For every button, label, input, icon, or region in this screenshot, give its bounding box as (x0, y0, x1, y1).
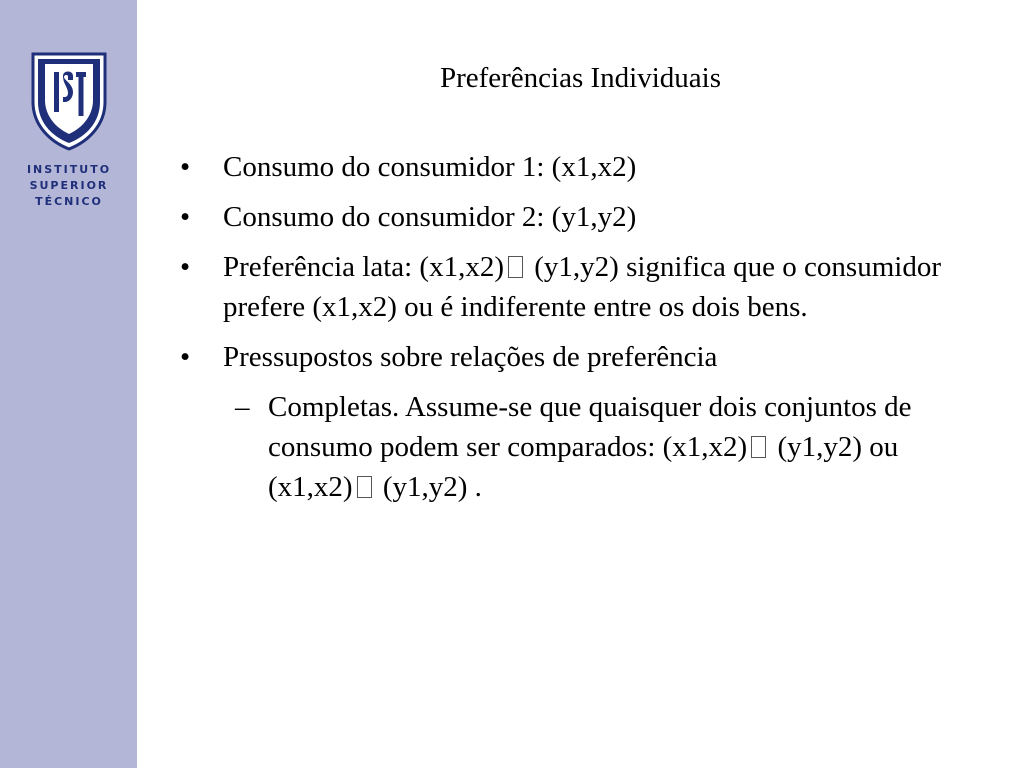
sub-bullet-text-1: Completas. Assume-se que quaisquer dois conjuntos de consumo podem ser comparados: (x1,x2) (268, 391, 912, 463)
shield-icon (29, 50, 109, 152)
ist-logo (24, 50, 114, 210)
bullet-list (180, 147, 970, 507)
bullet-dot: • (180, 201, 191, 233)
bullet-item (180, 337, 970, 377)
bullet-text: Pressupostos sobre relações de preferência (223, 341, 718, 373)
bullet-dot: • (180, 341, 191, 373)
sub-bullet-dash: – (235, 391, 250, 423)
bullet-item (180, 197, 970, 237)
sub-bullet-item (180, 387, 970, 507)
logo-line-instituto: INSTITUTO (26, 163, 112, 176)
logo-line-superior: SUPERIOR (29, 179, 109, 192)
bullet-text: Consumo do consumidor 2: (y1,y2) (223, 201, 637, 233)
sub-bullet-text-3: (y1,y2) . (375, 471, 482, 503)
bullet-text-after: (y1,y2) significa que o consumidor prefere (x1,x2) ou é indiferente entre os dois bens. (223, 251, 941, 323)
logo-line-tecnico: TÉCNICO (35, 195, 103, 208)
bullet-item (180, 147, 970, 187)
sub-bullet-text-2: (y1,y2) ou (x1,x2) (268, 431, 899, 503)
missing-glyph-icon (508, 256, 523, 278)
missing-glyph-icon (357, 476, 372, 498)
bullet-dot: • (180, 151, 191, 183)
sidebar (0, 0, 137, 768)
slide-title: Preferências Individuais (439, 62, 722, 94)
bullet-item (180, 247, 970, 327)
bullet-dot: • (180, 251, 191, 283)
missing-glyph-icon (751, 436, 766, 458)
bullet-text-before: Preferência lata: (x1,x2) (223, 251, 504, 283)
bullet-text: Consumo do consumidor 1: (x1,x2) (223, 151, 637, 183)
logo-text (24, 162, 114, 210)
